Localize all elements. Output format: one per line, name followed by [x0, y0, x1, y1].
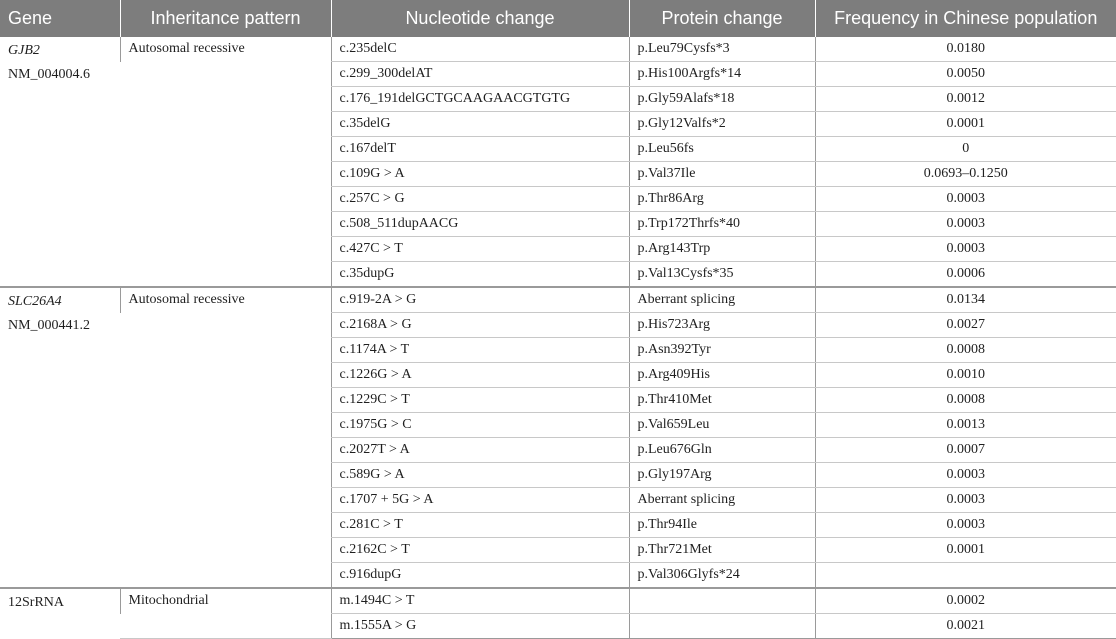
frequency-cell: 0.0001	[815, 538, 1116, 563]
table-row	[0, 162, 1116, 187]
nucleotide-change-cell: c.299_300delAT	[331, 62, 629, 87]
frequency-cell: 0.0003	[815, 187, 1116, 212]
inheritance-cell	[120, 313, 331, 338]
inheritance-cell	[120, 614, 331, 639]
header-protein-change: Protein change	[629, 0, 815, 37]
table-row	[0, 338, 1116, 363]
protein-change-cell: p.Arg409His	[629, 363, 815, 388]
header-row	[0, 0, 1116, 37]
protein-change-cell: Aberrant splicing	[629, 488, 815, 513]
gene-name: SLC26A4	[8, 294, 62, 309]
nucleotide-change-cell: c.167delT	[331, 137, 629, 162]
nucleotide-change-cell: m.1494C > T	[331, 588, 629, 614]
protein-change-cell: p.Gly197Arg	[629, 463, 815, 488]
frequency-cell: 0.0180	[815, 37, 1116, 62]
frequency-cell: 0.0010	[815, 363, 1116, 388]
frequency-cell: 0.0008	[815, 338, 1116, 363]
table-row	[0, 363, 1116, 388]
protein-change-cell	[629, 614, 815, 639]
table-row	[0, 313, 1116, 338]
nucleotide-change-cell: c.508_511dupAACG	[331, 212, 629, 237]
frequency-cell	[815, 563, 1116, 589]
nucleotide-change-cell: c.1174A > T	[331, 338, 629, 363]
table-row	[0, 287, 1116, 313]
table-row	[0, 237, 1116, 262]
frequency-cell: 0.0013	[815, 413, 1116, 438]
nucleotide-change-cell: c.2027T > A	[331, 438, 629, 463]
header-nucleotide-change: Nucleotide change	[331, 0, 629, 37]
inheritance-cell	[120, 413, 331, 438]
protein-change-cell: p.Val13Cysfs*35	[629, 262, 815, 288]
table-row	[0, 212, 1116, 237]
protein-change-cell: p.Thr410Met	[629, 388, 815, 413]
protein-change-cell: p.Leu56fs	[629, 137, 815, 162]
inheritance-cell	[120, 62, 331, 87]
frequency-cell: 0.0012	[815, 87, 1116, 112]
protein-change-cell: p.Thr86Arg	[629, 187, 815, 212]
frequency-cell: 0.0003	[815, 463, 1116, 488]
inheritance-cell	[120, 262, 331, 288]
nucleotide-change-cell: c.1226G > A	[331, 363, 629, 388]
protein-change-cell: p.Gly59Alafs*18	[629, 87, 815, 112]
protein-change-cell: p.Thr94Ile	[629, 513, 815, 538]
inheritance-cell	[120, 538, 331, 563]
nucleotide-change-cell: c.2168A > G	[331, 313, 629, 338]
frequency-cell: 0.0002	[815, 588, 1116, 614]
table-row	[0, 463, 1116, 488]
frequency-cell: 0.0050	[815, 62, 1116, 87]
nucleotide-change-cell: c.35dupG	[331, 262, 629, 288]
table-header	[0, 0, 1116, 37]
inheritance-cell	[120, 488, 331, 513]
protein-change-cell: p.Val306Glyfs*24	[629, 563, 815, 589]
table-row	[0, 87, 1116, 112]
inheritance-cell	[120, 513, 331, 538]
inheritance-cell	[120, 438, 331, 463]
inheritance-cell: Autosomal recessive	[120, 287, 331, 313]
table-row	[0, 538, 1116, 563]
table-row	[0, 187, 1116, 212]
table-row	[0, 513, 1116, 538]
inheritance-cell	[120, 112, 331, 137]
protein-change-cell: p.Thr721Met	[629, 538, 815, 563]
protein-change-cell: p.His100Argfs*14	[629, 62, 815, 87]
frequency-cell: 0.0001	[815, 112, 1116, 137]
inheritance-cell	[120, 463, 331, 488]
inheritance-cell	[120, 563, 331, 589]
frequency-cell: 0.0021	[815, 614, 1116, 639]
table-row	[0, 388, 1116, 413]
frequency-cell: 0.0134	[815, 287, 1116, 313]
nucleotide-change-cell: c.1229C > T	[331, 388, 629, 413]
frequency-cell: 0.0003	[815, 237, 1116, 262]
gene-cell	[0, 588, 120, 639]
inheritance-cell	[120, 237, 331, 262]
frequency-cell: 0.0007	[815, 438, 1116, 463]
protein-change-cell: p.Asn392Tyr	[629, 338, 815, 363]
header-frequency: Frequency in Chinese population	[815, 0, 1116, 37]
nucleotide-change-cell: c.916dupG	[331, 563, 629, 589]
nucleotide-change-cell: c.109G > A	[331, 162, 629, 187]
inheritance-cell: Mitochondrial	[120, 588, 331, 614]
protein-change-cell: p.Gly12Valfs*2	[629, 112, 815, 137]
table-row	[0, 438, 1116, 463]
protein-change-cell: p.Leu676Gln	[629, 438, 815, 463]
protein-change-cell: p.Arg143Trp	[629, 237, 815, 262]
inheritance-cell	[120, 388, 331, 413]
frequency-cell: 0.0003	[815, 212, 1116, 237]
inheritance-cell	[120, 187, 331, 212]
nucleotide-change-cell: c.589G > A	[331, 463, 629, 488]
nucleotide-change-cell: c.1975G > C	[331, 413, 629, 438]
table-row	[0, 137, 1116, 162]
nucleotide-change-cell: c.257C > G	[331, 187, 629, 212]
inheritance-cell	[120, 212, 331, 237]
table-row	[0, 112, 1116, 137]
gene-name: GJB2	[8, 43, 40, 58]
nucleotide-change-cell: m.1555A > G	[331, 614, 629, 639]
gene-cell	[0, 287, 120, 588]
protein-change-cell: p.His723Arg	[629, 313, 815, 338]
nucleotide-change-cell: c.176_191delGCTGCAAGAACGTGTG	[331, 87, 629, 112]
protein-change-cell: p.Val659Leu	[629, 413, 815, 438]
frequency-cell: 0.0008	[815, 388, 1116, 413]
inheritance-cell	[120, 363, 331, 388]
table-row	[0, 62, 1116, 87]
nucleotide-change-cell: c.235delC	[331, 37, 629, 62]
gene-cell	[0, 37, 120, 287]
nucleotide-change-cell: c.1707 + 5G > A	[331, 488, 629, 513]
nucleotide-change-cell: c.35delG	[331, 112, 629, 137]
table-row	[0, 262, 1116, 288]
protein-change-cell: p.Leu79Cysfs*3	[629, 37, 815, 62]
inheritance-cell: Autosomal recessive	[120, 37, 331, 62]
inheritance-cell	[120, 137, 331, 162]
table-row	[0, 588, 1116, 614]
protein-change-cell: Aberrant splicing	[629, 287, 815, 313]
frequency-cell: 0.0693–0.1250	[815, 162, 1116, 187]
frequency-cell: 0.0003	[815, 513, 1116, 538]
protein-change-cell: p.Trp172Thrfs*40	[629, 212, 815, 237]
table-row	[0, 37, 1116, 62]
protein-change-cell	[629, 588, 815, 614]
table-row	[0, 614, 1116, 639]
nucleotide-change-cell: c.2162C > T	[331, 538, 629, 563]
table-row	[0, 413, 1116, 438]
inheritance-cell	[120, 162, 331, 187]
gene-accession: NM_004004.6	[8, 67, 91, 82]
gene-accession: NM_000441.2	[8, 318, 91, 333]
header-gene: Gene	[0, 0, 120, 37]
table-row	[0, 488, 1116, 513]
nucleotide-change-cell: c.281C > T	[331, 513, 629, 538]
nucleotide-change-cell: c.427C > T	[331, 237, 629, 262]
protein-change-cell: p.Val37Ile	[629, 162, 815, 187]
header-inheritance-pattern: Inheritance pattern	[120, 0, 331, 37]
frequency-cell: 0.0027	[815, 313, 1116, 338]
nucleotide-change-cell: c.919-2A > G	[331, 287, 629, 313]
gene-name: 12SrRNA	[8, 595, 65, 610]
frequency-cell: 0	[815, 137, 1116, 162]
inheritance-cell	[120, 338, 331, 363]
inheritance-cell	[120, 87, 331, 112]
table-row	[0, 563, 1116, 589]
frequency-cell: 0.0006	[815, 262, 1116, 288]
table-body	[0, 37, 1116, 639]
frequency-cell: 0.0003	[815, 488, 1116, 513]
